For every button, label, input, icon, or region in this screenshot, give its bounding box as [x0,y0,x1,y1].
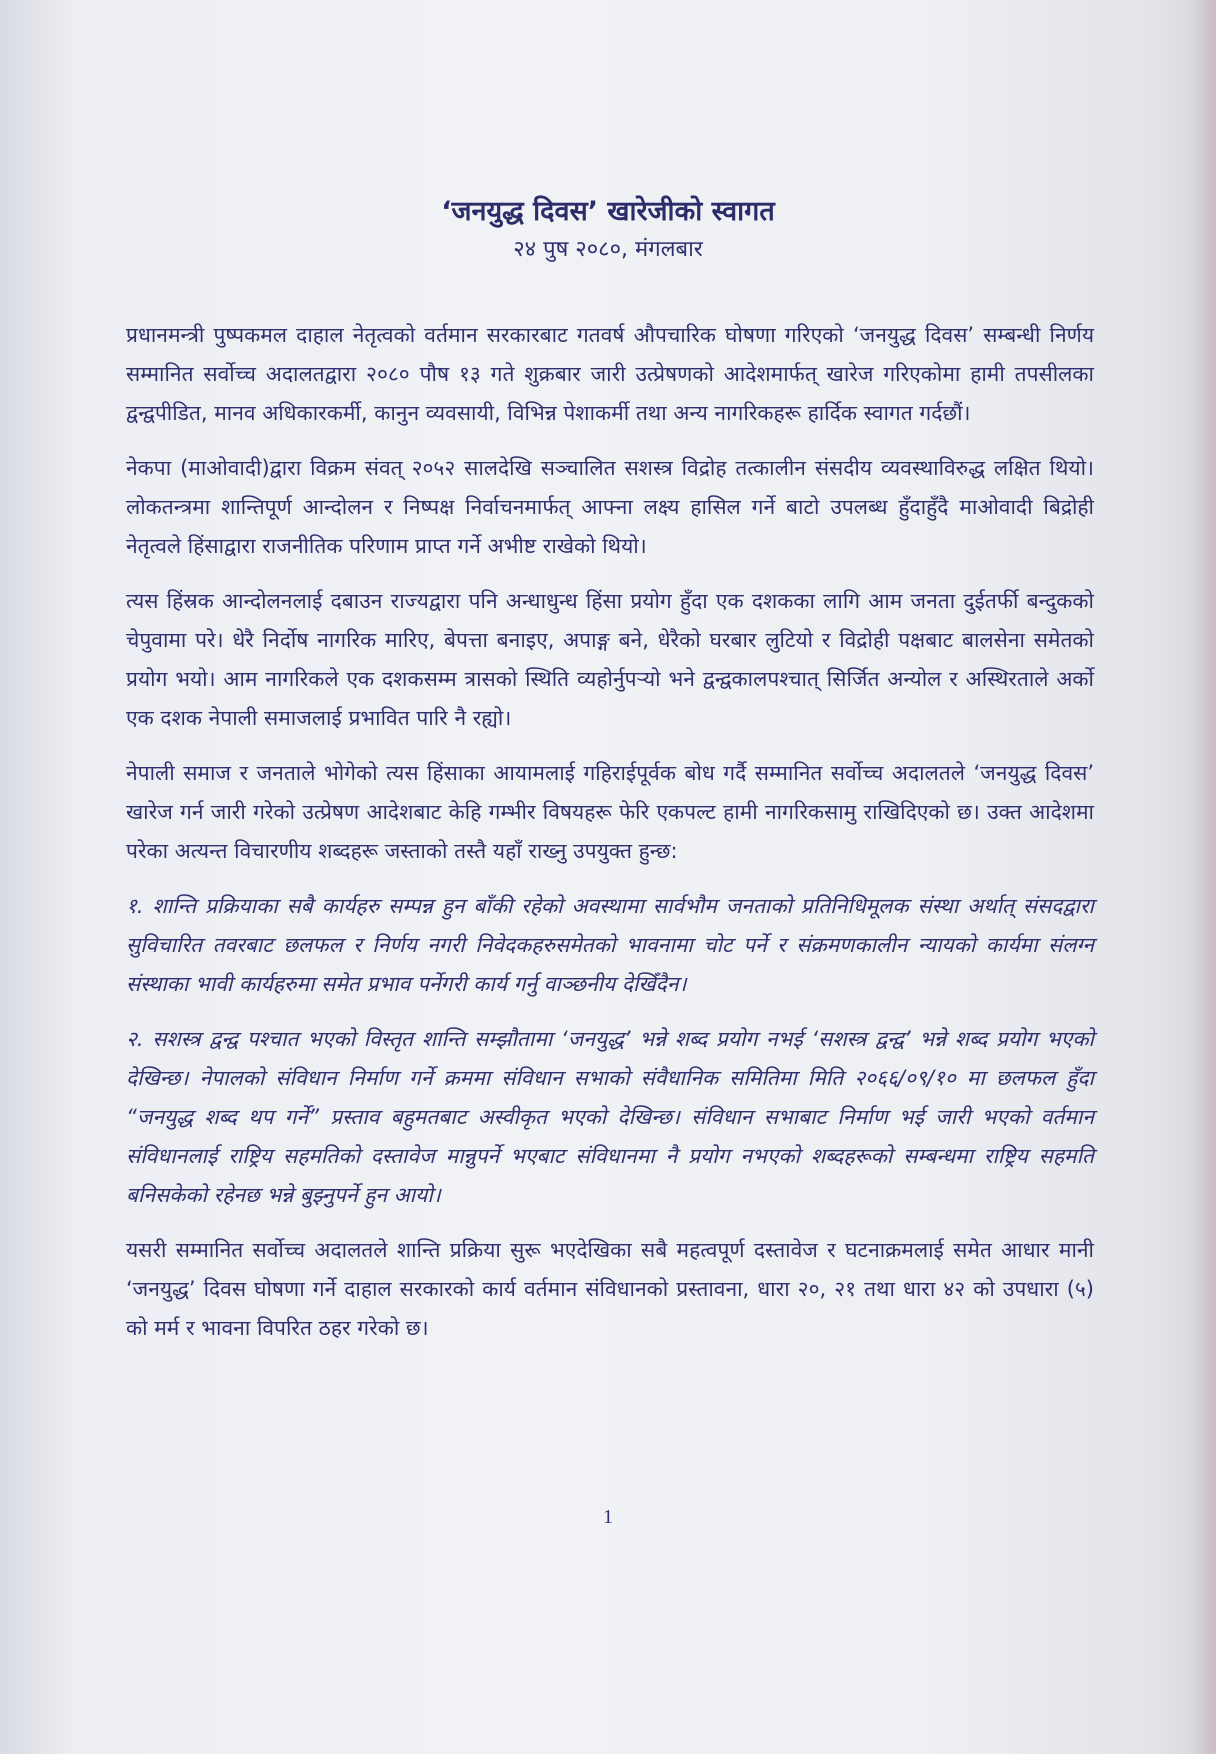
quote-point-1: १. शान्ति प्रक्रियाका सबै कार्यहरु सम्पन्न हुन बाँकी रहेको अवस्थामा सार्वभौम जनताको प्रतिनिधिमूलक संस्था अर्थात् संसदद्वारा सुविचारित तवरबाट छलफल र निर्णय नगरी निवेदकहरुसमेतको भावनामा चोट पर्ने र संक्रमणकालीन न्यायको कार्यमा संलग्न संस्थाका भावी कार्यहरुमा समेत प्रभाव पर्नेगरी कार्य गर्नु वाञ्छनीय देखिँदैन। [126,894,1094,996]
paragraph-welcome: प्रधानमन्त्री पुष्पकमल दाहाल नेतृत्वको वर्तमान सरकारबाट गतवर्ष औपचारिक घोषणा गरिएको ‘जनयुद्ध दिवस’ सम्बन्धी निर्णय सम्मानित सर्वोच्च अदालतद्वारा २०८० पौष १३ गते शुक्रबार जारी उत्प्रेषणको आदेशमार्फत् खारेज गरिएकोमा हामी तपसीलका द्वन्द्वपीडित, मानव अधिकारकर्मी, कानुन व्यवसायी, विभिन्न पेशाकर्मी तथा अन्य नागरिकहरू हार्दिक स्वागत गर्दछौं। [126,323,1094,425]
paragraph-court-order: नेपाली समाज र जनताले भोगेको त्यस हिंसाका आयामलाई गहिराईपूर्वक बोध गर्दै सम्मानित सर्वोच्च अदालतले ‘जनयुद्ध दिवस’ खारेज गर्न जारी गरेको उत्प्रेषण आदेशबाट केहि गम्भीर विषयहरू फेरि एकपल्ट हामी नागरिकसामु राखिदिएको छ। उक्त आदेशमा परेका अत्यन्त विचारणीय शब्दहरू जस्ताको तस्तै यहाँ राख्नु उपयुक्त हुन्छ: [126,761,1094,863]
document-title: ‘जनयुद्ध दिवस’ खारेजीको स्वागत [441,196,775,227]
page-number: 1 [603,1506,613,1528]
paragraph-background: नेकपा (माओवादी)द्वारा विक्रम संवत् २०५२ सालदेखि सञ्चालित सशस्त्र विद्रोह तत्कालीन संसदीय व्यवस्थाविरुद्ध लक्षित थियो। लोकतन्त्रमा शान्तिपूर्ण आन्दोलन र निष्पक्ष निर्वाचनमार्फत् आफ्ना लक्ष्य हासिल गर्ने बाटो उपलब्ध हुँदाहुँदै माओवादी बिद्रोही नेतृत्वले हिंसाद्वारा राजनीतिक परिणाम प्राप्त गर्ने अभीष्ट राखेको थियो। [126,456,1094,558]
quote-point-2: २. सशस्त्र द्वन्द्व पश्चात भएको विस्तृत शान्ति सम्झौतामा ‘जनयुद्ध’ भन्ने शब्द प्रयोग नभई ‘सशस्त्र द्वन्द्व’ भन्ने शब्द प्रयोग भएको देखिन्छ। नेपालको संविधान निर्माण गर्ने क्रममा संविधान सभाको संवैधानिक समितिमा मिति २०६६/०९/१० मा छलफल हुँदा “जनयुद्ध शब्द थप गर्ने” प्रस्ताव बहुमतबाट अस्वीकृत भएको देखिन्छ। संविधान सभाबाट निर्माण भई जारी भएको वर्तमान संविधानलाई राष्ट्रिय सहमतिको दस्तावेज मान्नुपर्ने भएबाट संविधानमा नै प्रयोग नभएको शब्दहरूको सम्बन्धमा राष्ट्रिय सहमति बनिसकेको रहेनछ भन्ने बुझ्नुपर्ने हुन आयो। [126,1027,1094,1207]
document-body [126,316,1094,1364]
paragraph-violence: त्यस हिंस्रक आन्दोलनलाई दबाउन राज्यद्वारा पनि अन्धाधुन्ध हिंसा प्रयोग हुँदा एक दशकका लागि आम जनता दुईतर्फी बन्दुकको चेपुवामा परे। धेरै निर्दोष नागरिक मारिए, बेपत्ता बनाइए, अपाङ्ग बने, धेरैको घरबार लुटियो र विद्रोही पक्षबाट बालसेना समेतको प्रयोग भयो। आम नागरिकले एक दशकसम्म त्रासको स्थिति व्यहोर्नुपर्‍यो भने द्वन्द्वकालपश्चात् सिर्जित अन्योल र अस्थिरताले अर्को एक दशक नेपाली समाजलाई प्रभावित पारि नै रह्यो। [126,589,1094,730]
document-date: २४ पुष २०८०, मंगलबार [513,237,703,262]
document-header [0,192,1216,268]
paragraph-conclusion: यसरी सम्मानित सर्वोच्च अदालतले शान्ति प्रक्रिया सुरू भएदेखिका सबै महत्वपूर्ण दस्तावेज र घटनाक्रमलाई समेत आधार मानी ‘जनयुद्ध’ दिवस घोषणा गर्ने दाहाल सरकारको कार्य वर्तमान संविधानको प्रस्तावना, धारा २०, २१ तथा धारा ४२ को उपधारा (५) को मर्म र भावना विपरित ठहर गरेको छ। [126,1238,1094,1340]
